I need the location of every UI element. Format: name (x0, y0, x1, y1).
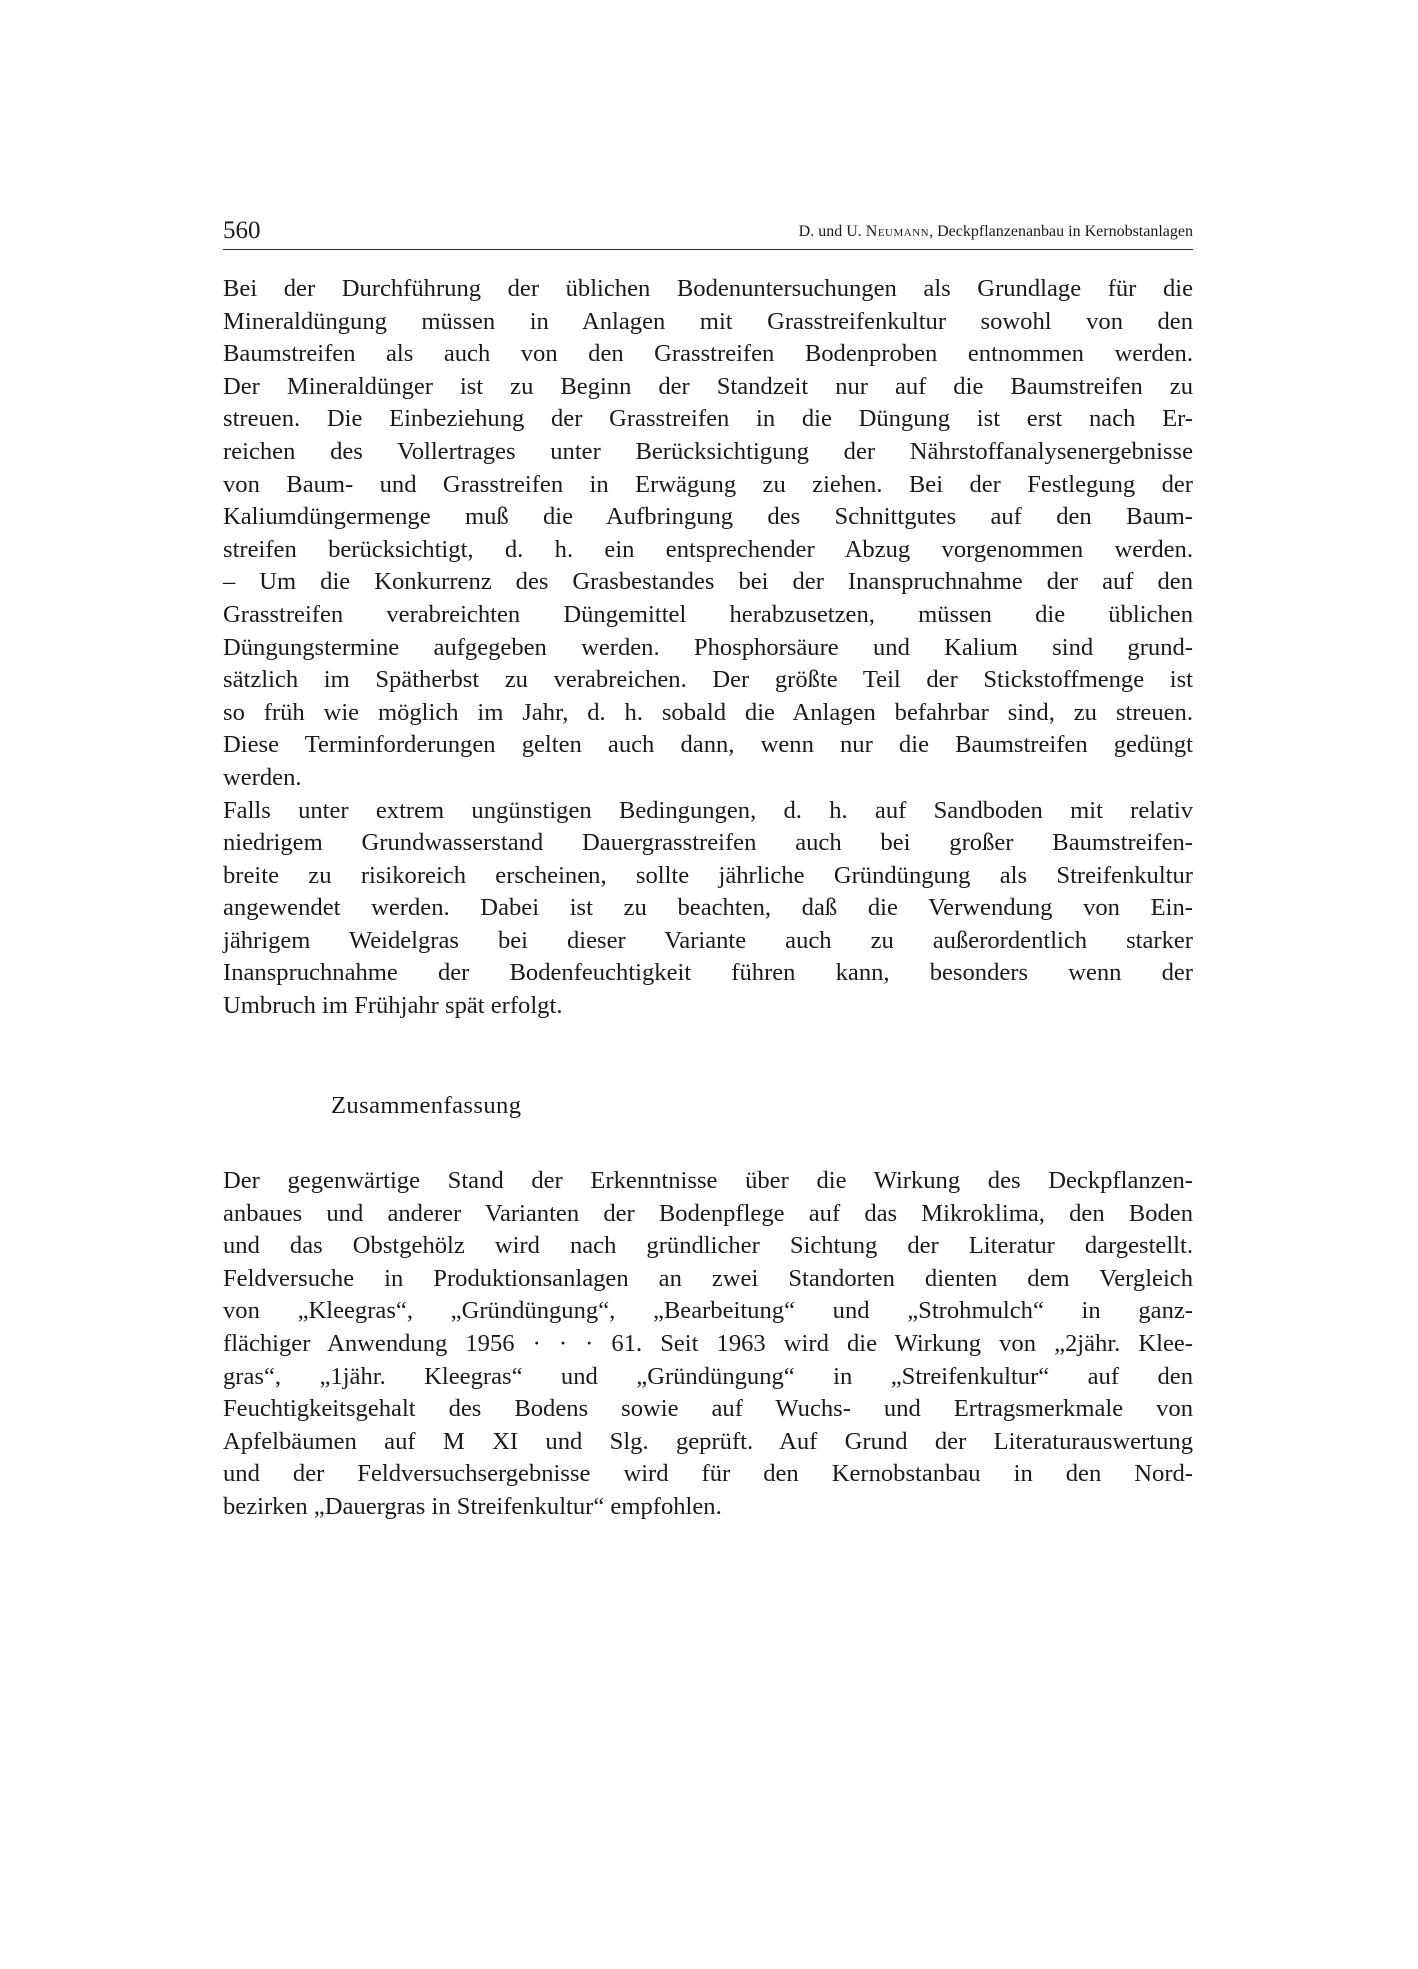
authors-prefix: D. und U. (798, 223, 866, 240)
text-line: von Baum- und Grasstreifen in Erwägung zu ziehen. Bei der Festlegung der (223, 470, 1193, 498)
paragraph-1 (223, 273, 1193, 795)
text-line: anbaues und anderer Varianten der Bodenpflege auf das Mikroklima, den Boden (223, 1199, 1193, 1227)
text-line: Falls unter extrem ungünstigen Bedingungen, d. h. auf Sandboden mit relativ (223, 796, 1193, 824)
text-line: Grasstreifen verabreichten Düngemittel herabzusetzen, müssen die üblichen (223, 600, 1193, 628)
page-number: 560 (223, 217, 261, 244)
author-surname: Neumann (865, 223, 930, 240)
text-line: Düngungstermine aufgegeben werden. Phosphorsäure und Kalium sind grund- (223, 633, 1193, 661)
text-line: Inanspruchnahme der Bodenfeuchtigkeit führen kann, besonders wenn der (223, 959, 1193, 987)
text-line: von „Kleegras“, „Gründüngung“, „Bearbeitung“ und „Strohmulch“ in ganz- (223, 1297, 1193, 1325)
text-line: sätzlich im Spätherbst zu verabreichen. Der größte Teil der Stickstoffmenge ist (223, 666, 1193, 694)
summary-text (223, 1165, 1193, 1524)
paragraph-2 (223, 795, 1193, 1023)
document-page (223, 215, 1193, 1520)
section-heading: Zusammenfassung (331, 1092, 522, 1119)
text-line: Der gegenwärtige Stand der Erkenntnisse über die Wirkung des Deckpflanzen- (223, 1167, 1193, 1194)
text-line: Mineraldüngung müssen in Anlagen mit Grasstreifenkultur sowohl von den (223, 307, 1193, 335)
text-line: bezirken „Dauergras in Streifenkultur“ empfohlen. (223, 1492, 722, 1520)
text-line: Kaliumdüngermenge muß die Aufbringung des Schnittgutes auf den Baum- (223, 503, 1193, 531)
text-line: – Um die Konkurrenz des Grasbestandes bei der Inanspruchnahme der auf den (223, 568, 1193, 596)
text-line: Feldversuche in Produktionsanlagen an zwei Standorten dienten dem Vergleich (223, 1264, 1193, 1292)
text-line: werden. (223, 763, 302, 791)
text-line: breite zu risikoreich erscheinen, sollte jährliche Gründüngung als Streifenkultur (223, 861, 1193, 889)
text-line: so früh wie möglich im Jahr, d. h. sobald die Anlagen befahrbar sind, zu streuen. (223, 698, 1193, 726)
text-line: und das Obstgehölz wird nach gründlicher Sichtung der Literatur dargestellt. (223, 1232, 1193, 1260)
text-line: streifen berücksichtigt, d. h. ein entsprechender Abzug vorgenommen werden. (223, 535, 1193, 563)
text-line: flächiger Anwendung 1956 · · · 61. Seit 1963 wird die Wirkung von „2jähr. Klee- (223, 1329, 1193, 1357)
text-line: Der Mineraldünger ist zu Beginn der Standzeit nur auf die Baumstreifen zu (223, 372, 1193, 400)
body-text (223, 273, 1193, 1023)
running-header (223, 215, 1193, 250)
running-title (799, 223, 1193, 241)
text-line: Bei der Durchführung der üblichen Bodenuntersuchungen als Grundlage für die (223, 275, 1193, 302)
text-line: Baumstreifen als auch von den Grasstreifen Bodenproben entnommen werden. (223, 340, 1193, 368)
text-line: streuen. Die Einbeziehung der Grasstreifen in die Düngung ist erst nach Er- (223, 405, 1193, 433)
title-suffix: , Deckpflanzenanbau in Kernobstanlagen (929, 223, 1193, 240)
text-line: Diese Terminforderungen gelten auch dann, wenn nur die Baumstreifen gedüngt (223, 731, 1193, 759)
text-line: gras“, „1jähr. Kleegras“ und „Gründüngung“ in „Streifenkultur“ auf den (223, 1362, 1193, 1390)
text-line: jährigem Weidelgras bei dieser Variante auch zu außerordentlich starker (223, 926, 1193, 954)
text-line: niedrigem Grundwasserstand Dauergrasstreifen auch bei großer Baumstreifen- (223, 829, 1193, 857)
text-line: Umbruch im Frühjahr spät erfolgt. (223, 992, 563, 1020)
text-line: reichen des Vollertrages unter Berücksichtigung der Nährstoffanalysenergebnisse (223, 437, 1193, 465)
text-line: und der Feldversuchsergebnisse wird für den Kernobstanbau in den Nord- (223, 1460, 1193, 1488)
text-line: Apfelbäumen auf M XI und Slg. geprüft. Auf Grund der Literaturauswertung (223, 1427, 1193, 1455)
text-line: angewendet werden. Dabei ist zu beachten, daß die Verwendung von Ein- (223, 894, 1193, 922)
text-line: Feuchtigkeitsgehalt des Bodens sowie auf Wuchs- und Ertragsmerkmale von (223, 1395, 1193, 1423)
